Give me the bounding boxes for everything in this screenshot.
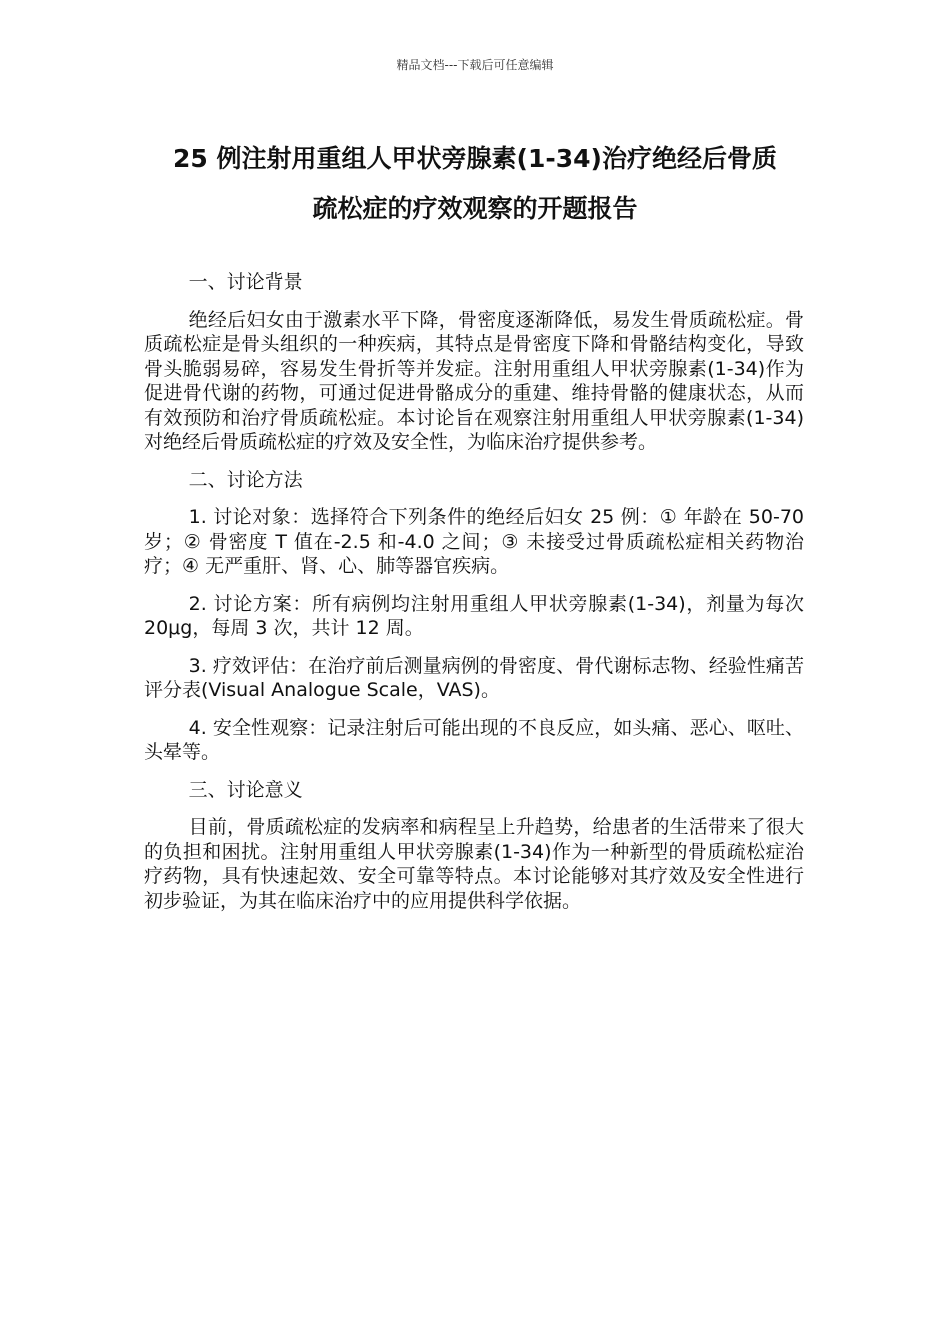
- methods-item-evaluation: 3. 疗效评估：在治疗前后测量病例的骨密度、骨代谢标志物、经验性痛苦评分表(Visual Analogue Scale，VAS)。: [144, 654, 804, 701]
- title-line-1: 25 例注射用重组人甲状旁腺素(1-34)治疗绝经后骨质: [173, 144, 777, 173]
- methods-item-protocol: 2. 讨论方案：所有病例均注射用重组人甲状旁腺素(1-34)，剂量为每次 20μg，每周 3 次，共计 12 周。: [144, 592, 804, 639]
- significance-paragraph: 目前，骨质疏松症的发病率和病程呈上升趋势，给患者的生活带来了很大的负担和困扰。注射用重组人甲状旁腺素(1-34)作为一种新型的骨质疏松症治疗药物，具有快速起效、安全可靠等特点。本讨论能够对其疗效及安全性进行初步验证，为其在临床治疗中的应用提供科学依据。: [144, 816, 804, 912]
- section-heading-methods: 二、讨论方法: [188, 468, 303, 491]
- methods-item-subjects: 1. 讨论对象：选择符合下列条件的绝经后妇女 25 例：① 年龄在 50-70 岁；② 骨密度 T 值在-2.5 和-4.0 之间；③ 未接受过骨质疏松症相关药物治疗；④ 无严重肝、肾、心、肺等器官疾病。: [144, 506, 804, 577]
- document-title: [100, 134, 850, 234]
- title-line-2: 疏松症的疗效观察的开题报告: [312, 194, 638, 223]
- section-heading-significance: 三、讨论意义: [188, 778, 303, 801]
- section-heading-background: 一、讨论背景: [188, 271, 303, 293]
- methods-item-safety: 4. 安全性观察：记录注射后可能出现的不良反应，如头痛、恶心、呕吐、头晕等。: [144, 716, 804, 763]
- header-note: 精品文档---下载后可任意编辑: [396, 58, 554, 72]
- document-body: [144, 270, 804, 926]
- background-paragraph: 绝经后妇女由于激素水平下降，骨密度逐渐降低，易发生骨质疏松症。骨质疏松症是骨头组织的一种疾病，其特点是骨密度下降和骨骼结构变化，导致骨头脆弱易碎，容易发生骨折等并发症。注射用重组人甲状旁腺素(1-34)作为促进骨代谢的药物，可通过促进骨骼成分的重建、维持骨骼的健康状态，从而有效预防和治疗骨质疏松症。本讨论旨在观察注射用重组人甲状旁腺素(1-34)对绝经后骨质疏松症的疗效及安全性，为临床治疗提供参考。: [144, 308, 804, 453]
